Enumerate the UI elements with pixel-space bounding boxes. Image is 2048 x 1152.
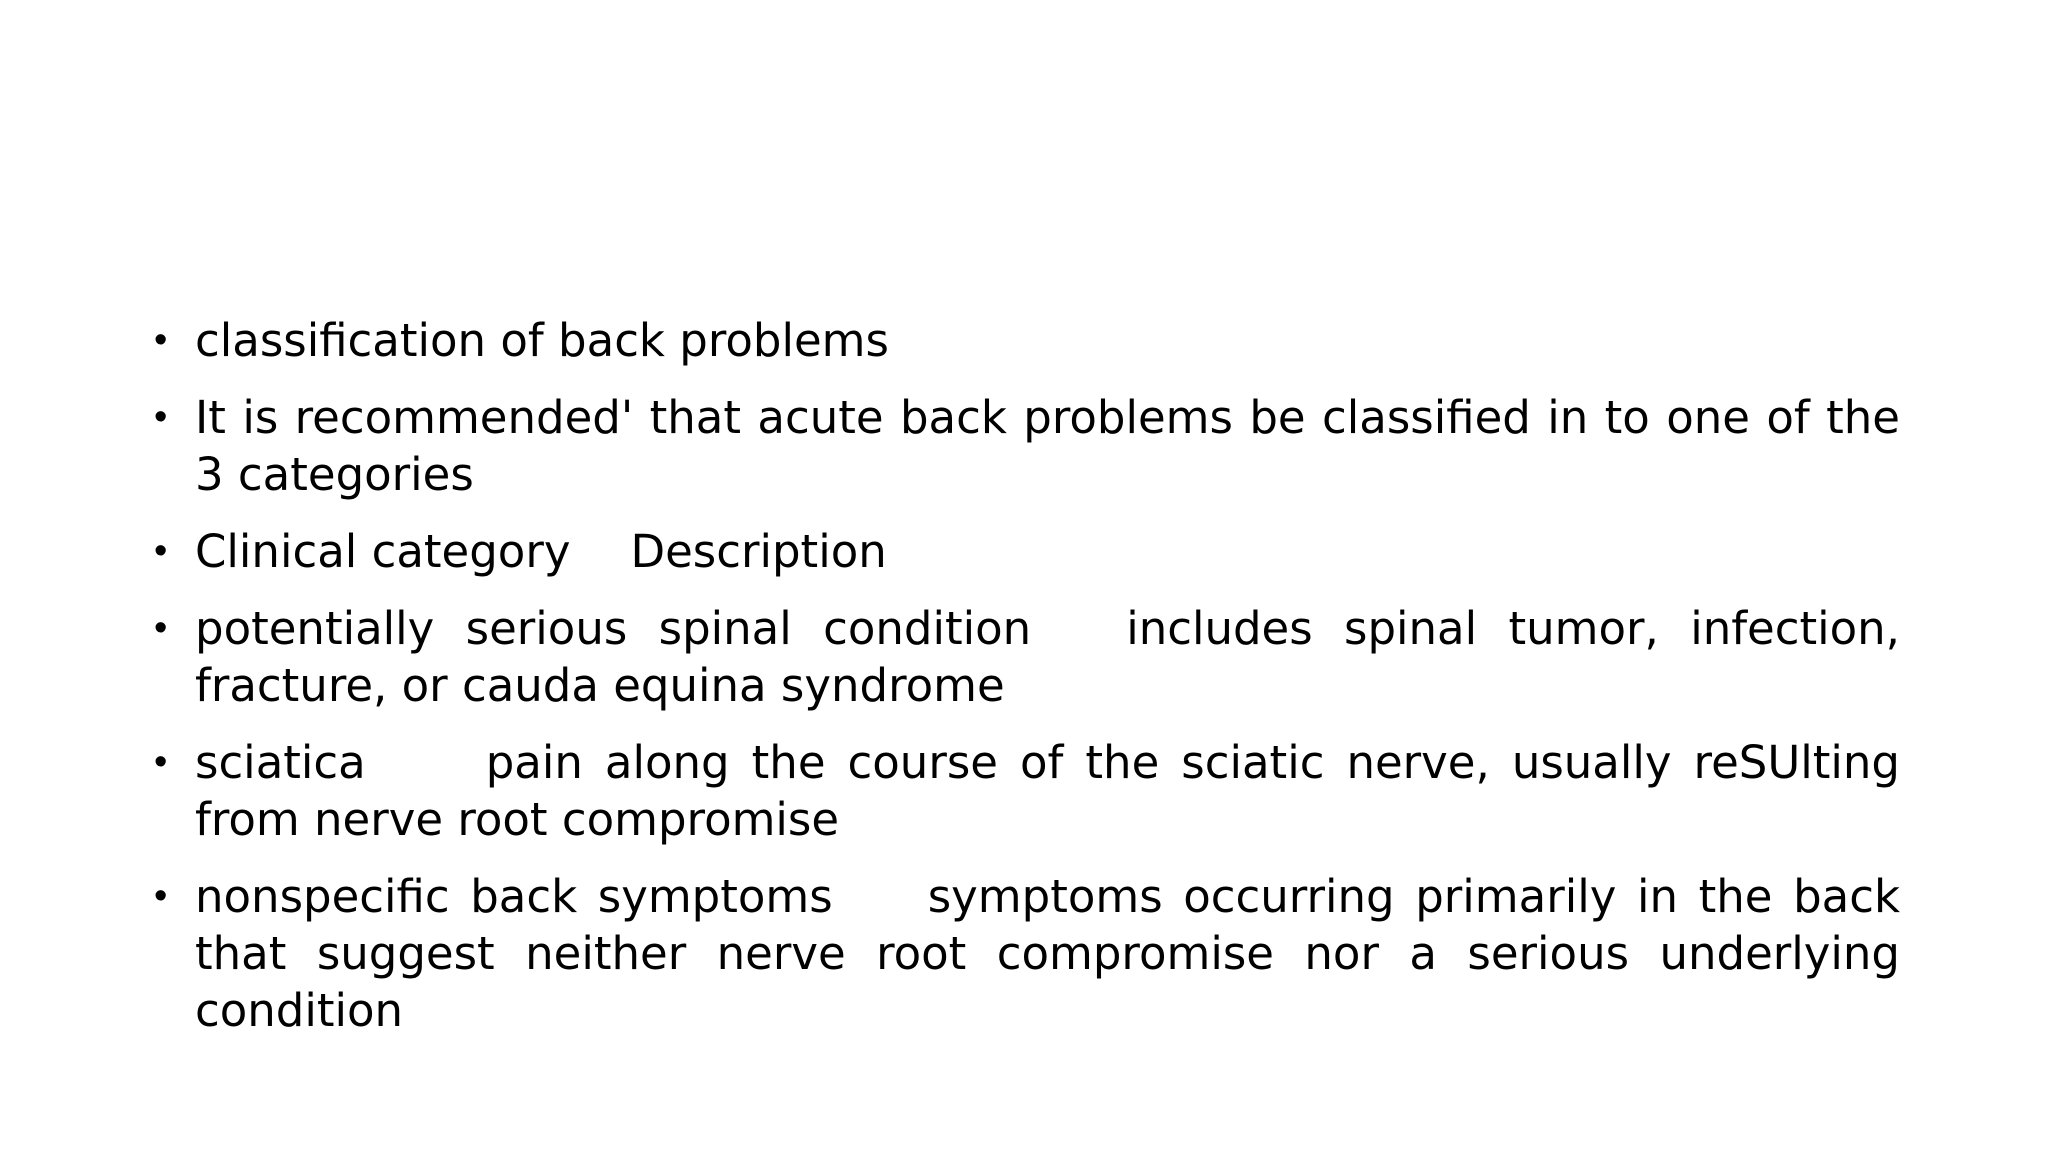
list-item [152, 734, 1900, 848]
category-description: symptoms occurring primarily in the back that suggest neither nerve root compromise nor a serious underlying condition [195, 870, 1901, 1037]
bullet-icon: • [154, 396, 168, 438]
category-label: sciatica [195, 736, 366, 789]
bullet-icon: • [154, 875, 168, 917]
bullet-list [152, 312, 1900, 1059]
category-label: nonspecific back symptoms [195, 870, 833, 923]
clinical-category-header: Clinical category [195, 525, 571, 578]
bullet-icon: • [154, 607, 168, 649]
item-text: It is recommended' that acute back problems be classified in to one of the 3 categories [195, 391, 1900, 501]
list-item [152, 600, 1900, 714]
list-item [152, 389, 1900, 503]
description-header: Description [630, 525, 887, 578]
list-item [152, 312, 1900, 369]
item-text: classification of back problems [195, 314, 889, 367]
bullet-icon: • [154, 319, 168, 361]
bullet-icon: • [154, 530, 168, 572]
category-description: pain along the course of the sciatic nerve, usually reSUlting from nerve root compromise [195, 736, 1900, 846]
bullet-icon: • [154, 741, 168, 783]
list-item [152, 523, 1900, 580]
category-description: includes spinal tumor, infection, fracture, or cauda equina syndrome [195, 602, 1900, 712]
category-label: potentially serious spinal condition [195, 602, 1032, 655]
list-item [152, 868, 1900, 1039]
